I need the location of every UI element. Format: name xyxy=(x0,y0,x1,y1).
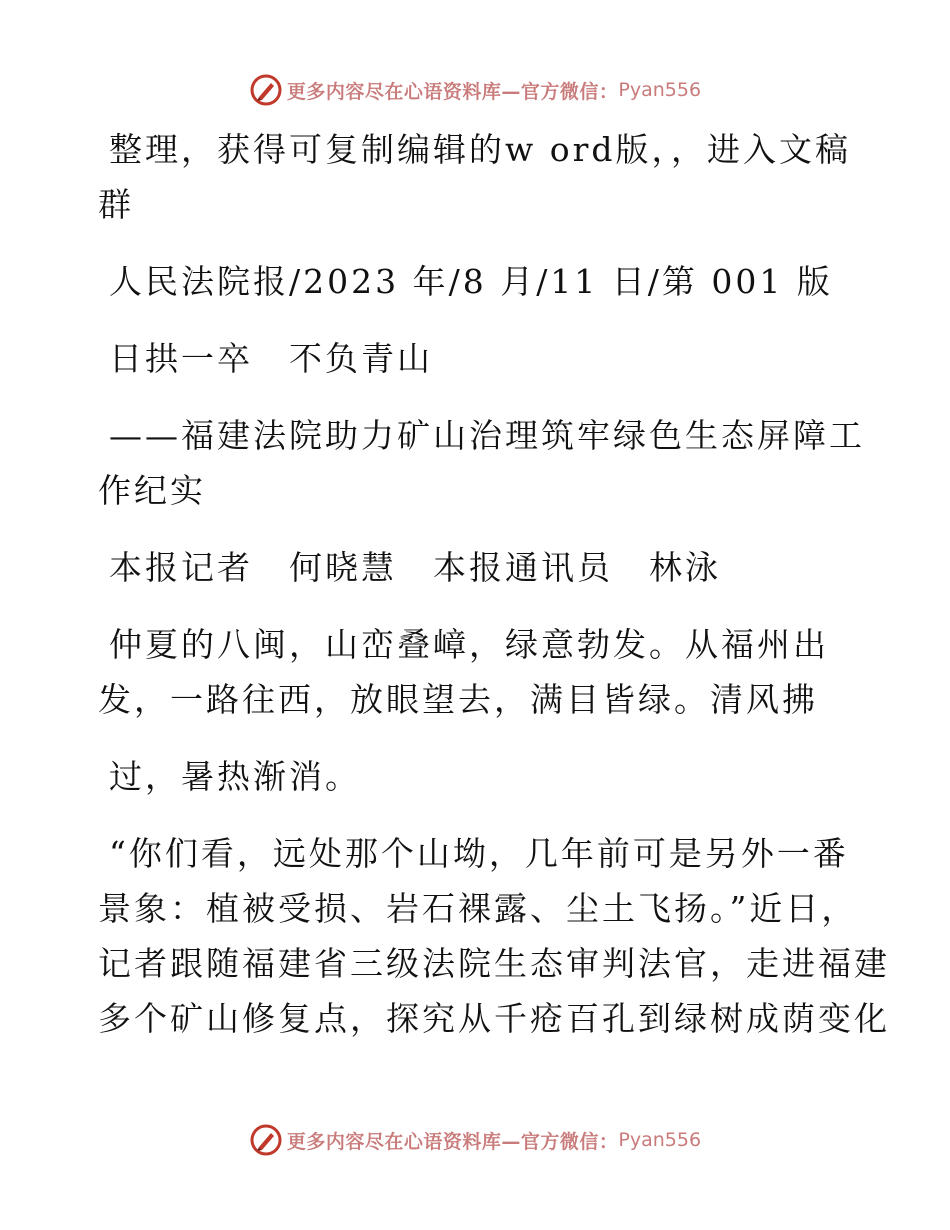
text-line: 发，一路往西，放眼望去，满目皆绿。清风拂 xyxy=(98,680,818,719)
text-line: “你们看，远处那个山坳，几年前可是另外一番 xyxy=(109,834,849,873)
pen-logo-icon xyxy=(249,1123,283,1157)
paragraph-1 xyxy=(98,617,858,727)
source-line xyxy=(98,254,858,309)
intro-paragraph xyxy=(98,122,858,232)
text-line: 日拱一卒 不负青山 xyxy=(109,339,433,378)
text-line: 记者跟随福建省三级法院生态审判法官，走进福建 xyxy=(98,944,890,983)
text-line: 本报记者 何晓慧 本报通讯员 林泳 xyxy=(109,548,721,587)
text-line: 人民法院报/2023 年/8 月/11 日/第 001 版 xyxy=(109,262,833,301)
banner-contact: Pyan556 xyxy=(618,79,702,101)
pen-logo-icon xyxy=(249,73,283,107)
header-banner xyxy=(0,70,950,110)
text-line: 多个矿山修复点，探究从千疮百孔到绿树成荫变化 xyxy=(98,999,890,1038)
paragraph-1-tail xyxy=(98,749,858,804)
text-line: 作纪实 xyxy=(98,471,206,510)
banner-text: 更多内容尽在心语资料库—官方微信： xyxy=(286,80,619,103)
byline xyxy=(98,540,858,595)
text-line: 群 xyxy=(98,185,134,224)
article-subtitle xyxy=(98,408,865,518)
text-line: 仲夏的八闽，山峦叠嶂，绿意勃发。从福州出 xyxy=(109,625,829,664)
paragraph-2 xyxy=(98,826,890,1046)
text-line: 过，暑热渐消。 xyxy=(109,757,361,796)
article-body xyxy=(98,122,890,1046)
text-line: ——福建法院助力矿山治理筑牢绿色生态屏障工 xyxy=(109,416,865,455)
banner-text: 更多内容尽在心语资料库—官方微信： xyxy=(286,1130,619,1153)
article-title xyxy=(98,331,858,386)
banner-contact: Pyan556 xyxy=(618,1129,702,1151)
text-line: 景象：植被受损、岩石裸露、尘土飞扬。”近日， xyxy=(98,889,858,928)
text-line: 整理，获得可复制编辑的w ord版，，进入文稿 xyxy=(109,130,852,169)
footer-banner xyxy=(0,1120,950,1160)
